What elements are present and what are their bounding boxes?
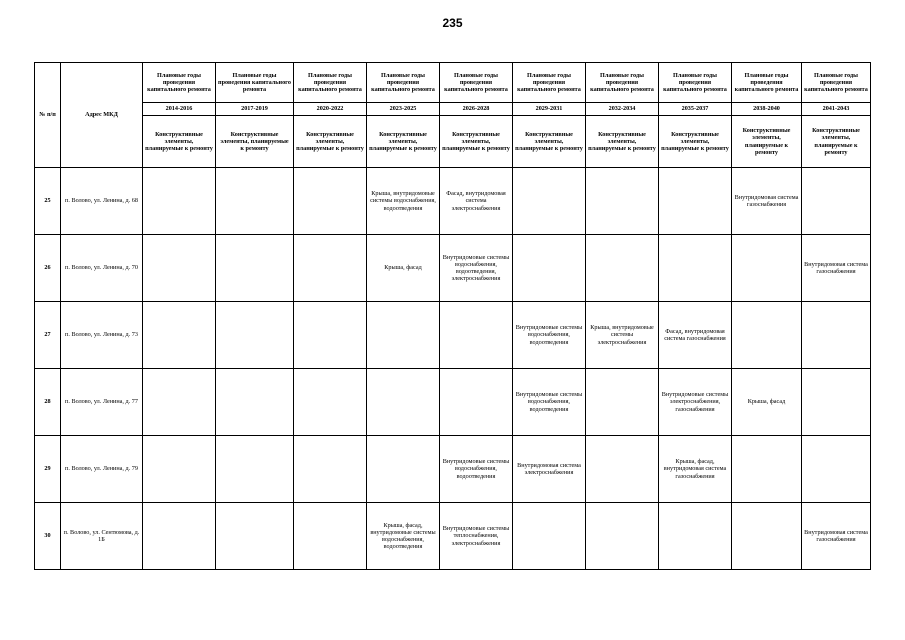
repair-cell	[802, 436, 871, 503]
row-address: п. Волово, ул. Ленина, д. 68	[61, 168, 143, 235]
repair-cell	[294, 168, 367, 235]
repair-cell: Крыша, фасад	[732, 369, 802, 436]
row-number: 26	[35, 235, 61, 302]
repair-cell	[513, 168, 586, 235]
period-title: Плановые годы проведения капитального ремонта	[143, 63, 216, 103]
repair-cell: Крыша, внутридомовые системы электроснабжения	[586, 302, 659, 369]
period-years: 2029-2031	[513, 103, 586, 116]
repair-cell: Крыша, фасад, внутридомовые системы водоснабжения, водоотведения	[367, 503, 440, 570]
repair-cell: Внутридомовые системы водоснабжения, водоотведения	[440, 436, 513, 503]
repair-cell	[294, 369, 367, 436]
period-subtitle: Конструктивные элементы, планируемые к ремонту	[586, 116, 659, 168]
repair-cell: Внутридомовая система газоснабжения	[802, 235, 871, 302]
repair-cell	[294, 503, 367, 570]
repair-cell	[294, 302, 367, 369]
repair-cell	[216, 235, 294, 302]
repair-cell	[586, 168, 659, 235]
repair-cell	[513, 503, 586, 570]
repair-cell	[802, 369, 871, 436]
period-years: 2032-2034	[586, 103, 659, 116]
repair-cell	[216, 168, 294, 235]
repair-cell	[143, 369, 216, 436]
repair-cell: Внутридомовые системы электроснабжения, газоснабжения	[659, 369, 732, 436]
period-years: 2017-2019	[216, 103, 294, 116]
repair-cell	[732, 503, 802, 570]
repair-cell: Крыша, внутридомовые системы водоснабжения, водоотведения	[367, 168, 440, 235]
repair-cell: Внутридомовая система газоснабжения	[802, 503, 871, 570]
repair-cell: Внутридомовая система электроснабжения	[513, 436, 586, 503]
period-title: Плановые годы проведения капитального ремонта	[216, 63, 294, 103]
header-row-title	[35, 63, 871, 103]
period-subtitle: Конструктивные элементы, планируемые к ремонту	[802, 116, 871, 168]
repair-cell	[294, 436, 367, 503]
capital-repair-table	[34, 62, 871, 570]
repair-cell	[659, 503, 732, 570]
repair-cell	[659, 235, 732, 302]
period-subtitle: Конструктивные элементы, планируемые к ремонту	[367, 116, 440, 168]
table-row	[35, 235, 871, 302]
repair-cell	[143, 302, 216, 369]
period-title: Плановые годы проведения капитального ремонта	[294, 63, 367, 103]
repair-cell	[586, 369, 659, 436]
period-title: Плановые годы проведения капитального ремонта	[513, 63, 586, 103]
period-years: 2020-2022	[294, 103, 367, 116]
repair-cell	[143, 436, 216, 503]
repair-cell	[143, 235, 216, 302]
period-title: Плановые годы проведения капитального ремонта	[367, 63, 440, 103]
period-title: Плановые годы проведения капитального ремонта	[659, 63, 732, 103]
repair-cell: Фасад, внутридомовая система газоснабжения	[659, 302, 732, 369]
period-subtitle: Конструктивные элементы, планируемые к ремонту	[216, 116, 294, 168]
row-number: 29	[35, 436, 61, 503]
repair-cell	[586, 436, 659, 503]
table-row	[35, 302, 871, 369]
table-row	[35, 436, 871, 503]
period-years: 2023-2025	[367, 103, 440, 116]
repair-cell	[732, 436, 802, 503]
period-years: 2035-2037	[659, 103, 732, 116]
repair-cell	[586, 235, 659, 302]
repair-cell: Внутридомовые системы водоснабжения, водоотведения, электроснабжения	[440, 235, 513, 302]
period-subtitle: Конструктивные элементы, планируемые к ремонту	[143, 116, 216, 168]
period-years: 2041-2043	[802, 103, 871, 116]
period-title: Плановые годы проведения капитального ремонта	[440, 63, 513, 103]
repair-cell	[513, 235, 586, 302]
period-subtitle: Конструктивные элементы, планируемые к ремонту	[440, 116, 513, 168]
period-subtitle: Конструктивные элементы, планируемые к ремонту	[659, 116, 732, 168]
period-title: Плановые годы проведения капитального ремонта	[586, 63, 659, 103]
row-number: 25	[35, 168, 61, 235]
header-address: Адрес МКД	[61, 63, 143, 168]
table-row	[35, 503, 871, 570]
repair-cell	[659, 168, 732, 235]
repair-cell: Крыша, фасад, внутридомовая система газоснабжения	[659, 436, 732, 503]
repair-cell: Внутридомовые системы водоснабжения, водоотведения	[513, 369, 586, 436]
repair-cell	[143, 503, 216, 570]
repair-cell	[216, 369, 294, 436]
repair-cell	[440, 369, 513, 436]
period-title: Плановые годы проведения капитального ремонта	[802, 63, 871, 103]
repair-cell	[143, 168, 216, 235]
repair-cell	[732, 302, 802, 369]
row-address: п. Волово, ул. Ленина, д. 77	[61, 369, 143, 436]
repair-cell	[367, 302, 440, 369]
header-row-years	[35, 103, 871, 116]
repair-cell	[367, 436, 440, 503]
repair-cell	[802, 302, 871, 369]
repair-cell	[732, 235, 802, 302]
row-address: п. Волово, ул. Ленина, д. 70	[61, 235, 143, 302]
period-subtitle: Конструктивные элементы, планируемые к ремонту	[294, 116, 367, 168]
repair-cell	[216, 503, 294, 570]
row-number: 28	[35, 369, 61, 436]
row-address: п. Волово, ул. Ленина, д. 73	[61, 302, 143, 369]
repair-cell	[294, 235, 367, 302]
row-address: п. Волово, ул. Ленина, д. 79	[61, 436, 143, 503]
row-address: п. Волово, ул. Сентюмова, д. 1Б	[61, 503, 143, 570]
repair-cell: Внутридомовые системы теплоснабжения, электроснабжения	[440, 503, 513, 570]
page-number: 235	[442, 16, 463, 30]
period-subtitle: Конструктивные элементы, планируемые к ремонту	[513, 116, 586, 168]
period-years: 2014-2016	[143, 103, 216, 116]
table-row	[35, 168, 871, 235]
repair-cell: Фасад, внутридомовая система электроснабжения	[440, 168, 513, 235]
table-row	[35, 369, 871, 436]
header-num: № п/п	[35, 63, 61, 168]
row-number: 27	[35, 302, 61, 369]
repair-cell	[216, 302, 294, 369]
period-years: 2026-2028	[440, 103, 513, 116]
repair-cell	[216, 436, 294, 503]
repair-cell	[367, 369, 440, 436]
header-row-sub	[35, 116, 871, 168]
row-number: 30	[35, 503, 61, 570]
repair-cell: Внутридомовые системы водоснабжения, водоотведения	[513, 302, 586, 369]
repair-cell: Внутридомовая система газоснабжения	[732, 168, 802, 235]
repair-cell	[586, 503, 659, 570]
period-title: Плановые годы проведения капитального ремонта	[732, 63, 802, 103]
repair-cell: Крыша, фасад	[367, 235, 440, 302]
repair-cell	[802, 168, 871, 235]
repair-cell	[440, 302, 513, 369]
period-subtitle: Конструктивные элементы, планируемые к ремонту	[732, 116, 802, 168]
period-years: 2038-2040	[732, 103, 802, 116]
